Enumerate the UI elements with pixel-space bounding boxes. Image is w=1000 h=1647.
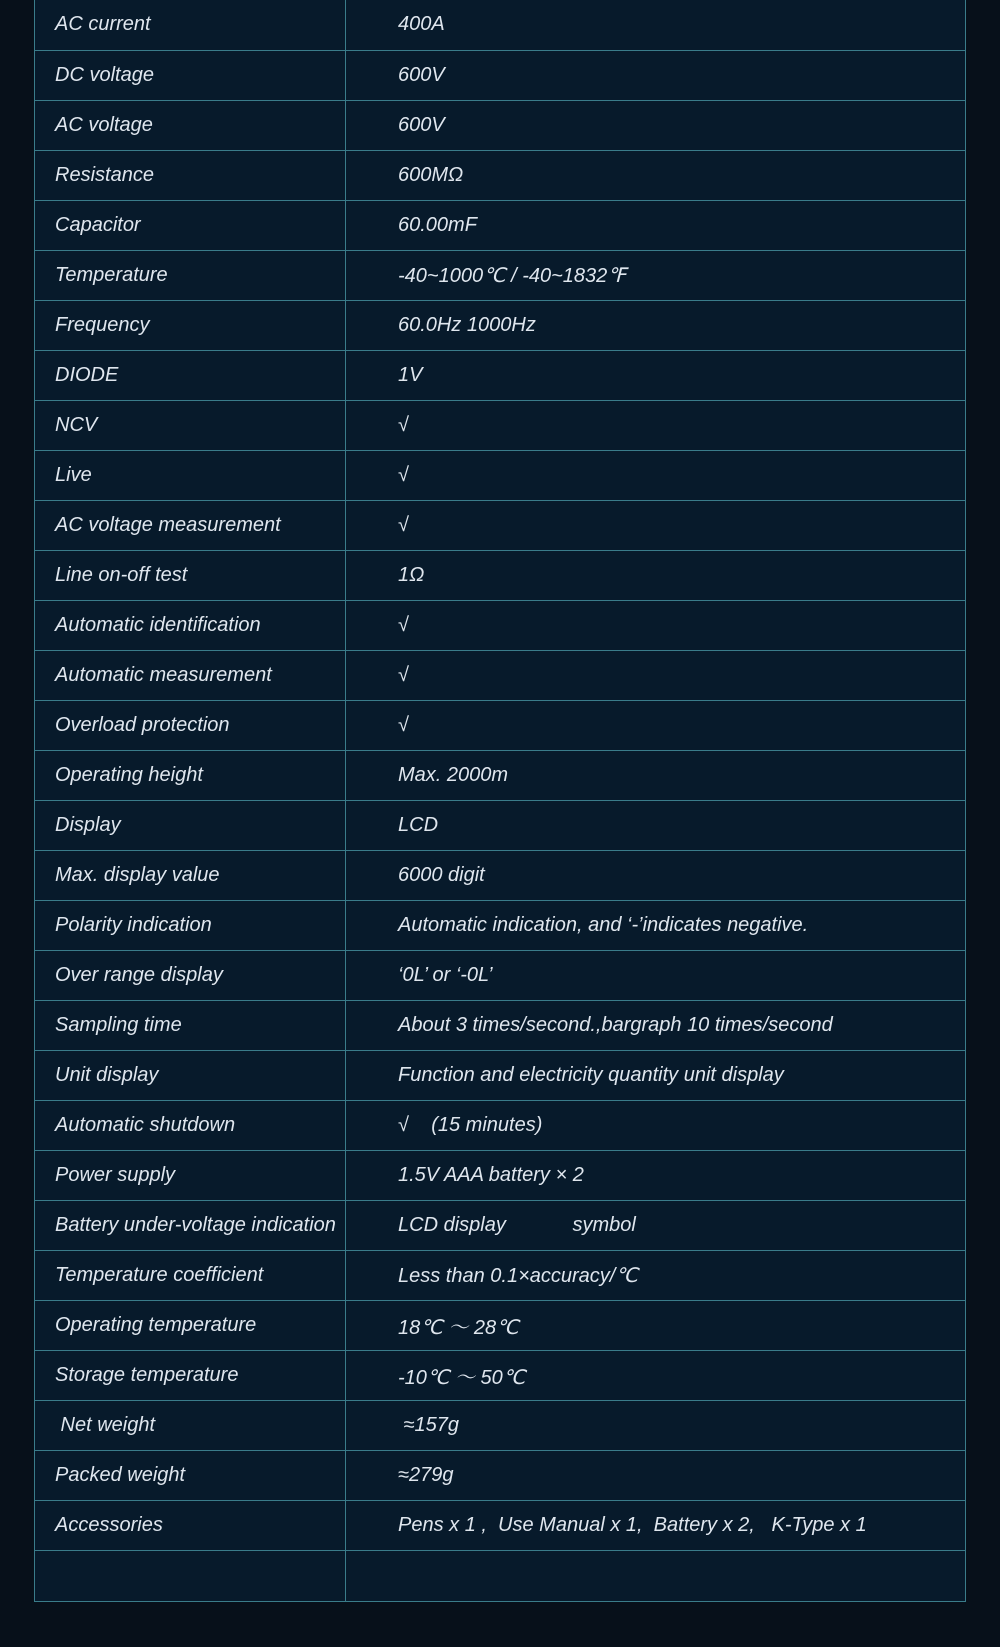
table-row bbox=[35, 500, 966, 550]
table-row bbox=[35, 600, 966, 650]
spec-label-display: Display bbox=[35, 800, 346, 850]
spec-value-live: √ bbox=[346, 450, 966, 500]
table-row bbox=[35, 750, 966, 800]
spec-label-temperature-coefficient: Temperature coefficient bbox=[35, 1250, 346, 1300]
spec-label-automatic-measurement: Automatic measurement bbox=[35, 650, 346, 700]
spec-value-ac-voltage-measurement: √ bbox=[346, 500, 966, 550]
spec-value-ac-current: 400A bbox=[346, 0, 966, 50]
spec-label-operating-height: Operating height bbox=[35, 750, 346, 800]
spec-label-power-supply: Power supply bbox=[35, 1150, 346, 1200]
spec-value-dc-voltage: 600V bbox=[346, 50, 966, 100]
spec-value-capacitor: 60.00mF bbox=[346, 200, 966, 250]
spec-label-diode: DIODE bbox=[35, 350, 346, 400]
spec-label-ncv: NCV bbox=[35, 400, 346, 450]
table-row bbox=[35, 1000, 966, 1050]
table-row bbox=[35, 800, 966, 850]
spec-label-line-on-off-test: Line on-off test bbox=[35, 550, 346, 600]
table-row bbox=[35, 0, 966, 50]
spec-label-live: Live bbox=[35, 450, 346, 500]
spec-label-ac-voltage: AC voltage bbox=[35, 100, 346, 150]
spec-value-sampling-time: About 3 times/second.,bargraph 10 times/second bbox=[346, 1000, 966, 1050]
spec-value-frequency: 60.0Hz 1000Hz bbox=[346, 300, 966, 350]
spec-value-resistance: 600MΩ bbox=[346, 150, 966, 200]
spec-value-automatic-shutdown: √ (15 minutes) bbox=[346, 1100, 966, 1150]
spec-value-packed-weight: ≈279g bbox=[346, 1450, 966, 1500]
spec-label-unit-display: Unit display bbox=[35, 1050, 346, 1100]
spec-value-overload-protection: √ bbox=[346, 700, 966, 750]
table-row bbox=[35, 450, 966, 500]
spec-value-net-weight: ≈157g bbox=[346, 1400, 966, 1450]
spec-label-storage-temperature: Storage temperature bbox=[35, 1350, 346, 1400]
table-row bbox=[35, 400, 966, 450]
table-row bbox=[35, 850, 966, 900]
table-row bbox=[35, 550, 966, 600]
spec-label-packed-weight: Packed weight bbox=[35, 1450, 346, 1500]
table-row bbox=[35, 300, 966, 350]
empty-cell bbox=[35, 1550, 346, 1601]
spec-value-storage-temperature: -10℃ ～ 50℃ bbox=[346, 1350, 966, 1400]
table-row-empty bbox=[35, 1550, 966, 1601]
spec-label-sampling-time: Sampling time bbox=[35, 1000, 346, 1050]
table-row bbox=[35, 200, 966, 250]
table-row bbox=[35, 1250, 966, 1300]
spec-label-accessories: Accessories bbox=[35, 1500, 346, 1550]
spec-label-over-range-display: Over range display bbox=[35, 950, 346, 1000]
spec-value-battery-under-voltage: LCD display symbol bbox=[346, 1200, 966, 1250]
spec-value-operating-temperature: 18℃ ～ 28℃ bbox=[346, 1300, 966, 1350]
empty-cell bbox=[346, 1550, 966, 1601]
table-row bbox=[35, 650, 966, 700]
spec-value-power-supply: 1.5V AAA battery × 2 bbox=[346, 1150, 966, 1200]
spec-value-unit-display: Function and electricity quantity unit display bbox=[346, 1050, 966, 1100]
table-row bbox=[35, 1300, 966, 1350]
spec-value-automatic-identification: √ bbox=[346, 600, 966, 650]
table-row bbox=[35, 100, 966, 150]
spec-value-display: LCD bbox=[346, 800, 966, 850]
table-row bbox=[35, 950, 966, 1000]
spec-value-accessories: Pens x 1 , Use Manual x 1, Battery x 2, K-Type x 1 bbox=[346, 1500, 966, 1550]
table-row bbox=[35, 1150, 966, 1200]
table-row bbox=[35, 1450, 966, 1500]
spec-value-diode: 1V bbox=[346, 350, 966, 400]
table-row bbox=[35, 150, 966, 200]
table-row bbox=[35, 700, 966, 750]
spec-label-automatic-shutdown: Automatic shutdown bbox=[35, 1100, 346, 1150]
table-row bbox=[35, 350, 966, 400]
spec-value-max-display-value: 6000 digit bbox=[346, 850, 966, 900]
spec-value-automatic-measurement: √ bbox=[346, 650, 966, 700]
table-row bbox=[35, 1100, 966, 1150]
spec-label-frequency: Frequency bbox=[35, 300, 346, 350]
spec-value-polarity-indication: Automatic indication, and ‘-’indicates negative. bbox=[346, 900, 966, 950]
spec-label-dc-voltage: DC voltage bbox=[35, 50, 346, 100]
spec-label-ac-voltage-measurement: AC voltage measurement bbox=[35, 500, 346, 550]
spec-value-ncv: √ bbox=[346, 400, 966, 450]
spec-label-capacitor: Capacitor bbox=[35, 200, 346, 250]
spec-value-ac-voltage: 600V bbox=[346, 100, 966, 150]
table-row bbox=[35, 1050, 966, 1100]
spec-value-temperature-coefficient: Less than 0.1×accuracy/℃ bbox=[346, 1250, 966, 1300]
table-row bbox=[35, 1400, 966, 1450]
spec-label-overload-protection: Overload protection bbox=[35, 700, 346, 750]
spec-label-battery-under-voltage: Battery under-voltage indication bbox=[35, 1200, 346, 1250]
spec-label-operating-temperature: Operating temperature bbox=[35, 1300, 346, 1350]
table-row bbox=[35, 250, 966, 300]
spec-table-body bbox=[35, 0, 966, 1601]
spec-label-net-weight: Net weight bbox=[35, 1400, 346, 1450]
table-row bbox=[35, 900, 966, 950]
spec-value-line-on-off-test: 1Ω bbox=[346, 550, 966, 600]
spec-label-ac-current: AC current bbox=[35, 0, 346, 50]
spec-value-temperature: -40~1000℃ / -40~1832℉ bbox=[346, 250, 966, 300]
spec-label-automatic-identification: Automatic identification bbox=[35, 600, 346, 650]
table-row bbox=[35, 1500, 966, 1550]
spec-label-max-display-value: Max. display value bbox=[35, 850, 346, 900]
table-row bbox=[35, 1200, 966, 1250]
spec-value-over-range-display: ‘0L’ or ‘-0L’ bbox=[346, 950, 966, 1000]
table-row bbox=[35, 1350, 966, 1400]
spec-label-temperature: Temperature bbox=[35, 250, 346, 300]
spec-label-resistance: Resistance bbox=[35, 150, 346, 200]
spec-label-polarity-indication: Polarity indication bbox=[35, 900, 346, 950]
specification-table bbox=[34, 0, 966, 1602]
spec-value-operating-height: Max. 2000m bbox=[346, 750, 966, 800]
table-row bbox=[35, 50, 966, 100]
